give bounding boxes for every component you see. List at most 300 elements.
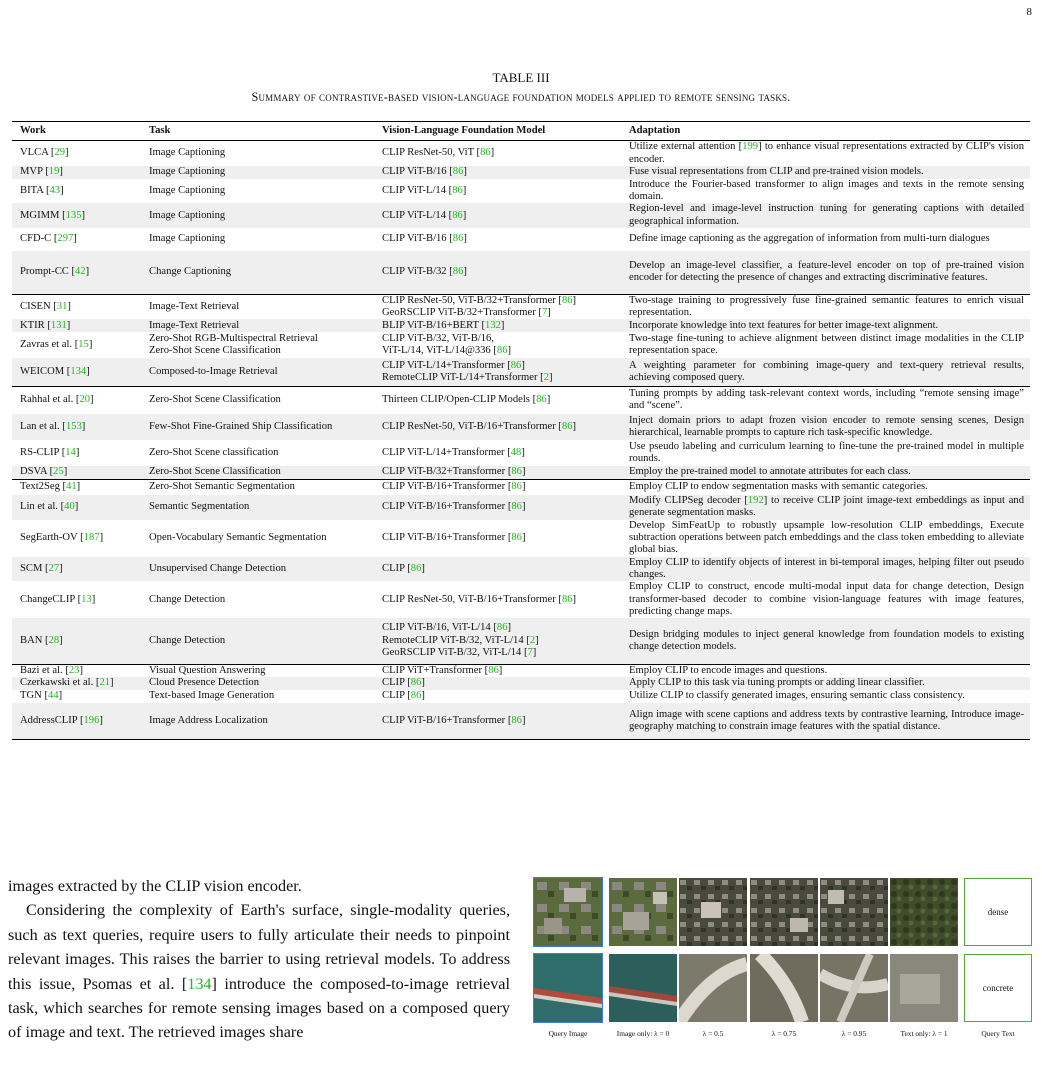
model-line: CLIP ResNet-50, ViT-B/32+Transformer [86] bbox=[382, 294, 577, 306]
task-name: Cloud Presence Detection bbox=[149, 677, 260, 689]
model-line: CLIP ViT-L/14+Transformer [86] bbox=[382, 359, 525, 371]
model-name: GeoRSCLIP ViT-B/32, ViT-L/14 bbox=[382, 647, 524, 659]
cell-task bbox=[141, 664, 374, 677]
cell-task bbox=[141, 332, 374, 358]
cell-model bbox=[374, 251, 621, 294]
citation-link[interactable]: 15 bbox=[78, 339, 89, 351]
cell-task bbox=[141, 414, 374, 440]
table-row bbox=[12, 618, 1030, 664]
cell-model bbox=[374, 141, 621, 166]
cell-task bbox=[141, 690, 374, 703]
cell-model bbox=[374, 179, 621, 204]
cell-model bbox=[374, 332, 621, 358]
task-name: Image-Text Retrieval bbox=[149, 300, 240, 312]
model-name: CLIP ViT-L/14+Transformer bbox=[382, 359, 508, 371]
cell-work: KTIR [131] bbox=[12, 319, 141, 332]
work-name: SCM bbox=[20, 562, 43, 574]
citation-link[interactable]: 134 bbox=[187, 974, 212, 993]
citation-link[interactable]: 48 bbox=[510, 447, 522, 459]
work-name: SegEarth-OV bbox=[20, 532, 78, 544]
query-image-thumbnail bbox=[534, 954, 602, 1022]
cell-adaptation bbox=[621, 332, 1030, 358]
header-model: Vision-Language Foundation Model bbox=[374, 122, 621, 141]
model-line: CLIP ViT-L/14+Transformer [48] bbox=[382, 447, 525, 459]
adaptation-text: Design bridging modules to inject general knowledge from foundation models to existing change detection models. bbox=[629, 628, 1024, 652]
cell-task bbox=[141, 703, 374, 739]
task-name: Zero-Shot Scene Classification bbox=[149, 394, 281, 406]
adaptation-text: A weighting parameter for combining image-query and text-query retrieval results, achieving composed query. bbox=[629, 359, 1024, 383]
cell-task bbox=[141, 495, 374, 520]
model-name: CLIP ViT-B/32, ViT-B/16, ViT-L/14, ViT-L/14@336 bbox=[382, 332, 494, 357]
table-row bbox=[12, 228, 1030, 251]
citation-link[interactable]: 86 bbox=[480, 147, 491, 159]
adaptation-text: Utilize external attention bbox=[629, 141, 739, 153]
table-row bbox=[12, 294, 1030, 319]
task-name: Image Address Localization bbox=[149, 714, 268, 726]
model-name: Thirteen CLIP/Open-CLIP Models bbox=[382, 394, 530, 406]
citation-link[interactable]: 2 bbox=[543, 371, 549, 383]
citation-link[interactable]: 134 bbox=[70, 365, 87, 377]
cell-work: Prompt-CC [42] bbox=[12, 251, 141, 294]
citation-link[interactable]: 19 bbox=[48, 166, 60, 178]
adaptation-text: Tuning prompts by adding task-relevant context words, including “remote sensing image” and “scene”. bbox=[629, 388, 1024, 412]
aerial-image bbox=[750, 878, 818, 946]
citation-link[interactable]: 29 bbox=[54, 147, 66, 159]
citation-link[interactable]: 192 bbox=[747, 495, 764, 507]
work-name: MGIMM bbox=[20, 209, 60, 221]
model-line: GeoRSCLIP ViT-B/32, ViT-L/14 [7] bbox=[382, 647, 537, 659]
model-line: CLIP [86] bbox=[382, 562, 425, 574]
adaptation-text: Fuse visual representations from CLIP and pre-trained vision models. bbox=[629, 166, 924, 178]
citation-link[interactable]: 20 bbox=[79, 394, 91, 406]
cell-adaptation bbox=[621, 581, 1030, 618]
citation-link[interactable]: 27 bbox=[48, 562, 60, 574]
cell-work: CFD-C [297] bbox=[20, 233, 77, 245]
table-header-row bbox=[12, 122, 1030, 141]
adaptation-text: Incorporate knowledge into text features for better image-text alignment. bbox=[629, 319, 939, 331]
cell-model bbox=[374, 664, 621, 677]
cell-adaptation bbox=[621, 228, 1030, 251]
aerial-image bbox=[750, 954, 818, 1022]
figure-label: λ = 0.95 bbox=[841, 1029, 867, 1038]
task-name: Image-Text Retrieval bbox=[149, 319, 240, 331]
cell-task bbox=[141, 294, 374, 319]
cell-work: SCM [27] bbox=[12, 557, 141, 582]
table-caption: Summary of contrastive-based vision-language foundation models applied to remote sensing tasks. bbox=[251, 90, 791, 104]
citation-link[interactable]: 14 bbox=[65, 447, 76, 459]
model-line: CLIP ViT-B/16+Transformer [86] bbox=[382, 481, 526, 493]
table-body bbox=[12, 141, 1030, 739]
adaptation-text: Apply CLIP to this task via tuning prompts or adding linear classifier. bbox=[629, 677, 925, 689]
work-name: DSVA bbox=[20, 466, 47, 478]
adaptation-text: Utilize CLIP to classify generated images, ensuring semantic class consistency. bbox=[629, 690, 965, 702]
model-line: CLIP ViT-B/16+Transformer [86] bbox=[382, 532, 526, 544]
cell-task bbox=[141, 203, 374, 228]
model-name: CLIP ResNet-50, ViT-B/32+Transformer bbox=[382, 294, 559, 306]
adaptation-text: Two-stage training to progressively fuse fine-grained semantic features to enrich visual representation. bbox=[629, 294, 1024, 318]
citation-link[interactable]: 86 bbox=[511, 714, 522, 726]
task-name: Composed-to-Image Retrieval bbox=[149, 365, 278, 377]
adaptation-text: Define image captioning as the aggregation of information from multi-turn dialogues bbox=[629, 233, 990, 245]
work-name: MVP bbox=[20, 166, 43, 178]
cell-model bbox=[374, 690, 621, 703]
cell-adaptation bbox=[621, 166, 1030, 179]
body-paragraph: images extracted by the CLIP vision encoder. bbox=[8, 877, 302, 895]
figure-label: Query Text bbox=[981, 1029, 1015, 1038]
task-name: Visual Question Answering bbox=[149, 664, 266, 676]
result-image-thumbnail bbox=[890, 878, 958, 946]
cell-task bbox=[141, 141, 374, 166]
cell-adaptation bbox=[621, 203, 1030, 228]
table-row bbox=[12, 440, 1030, 466]
model-line: RemoteCLIP ViT-B/32, ViT-L/14 [2] bbox=[382, 634, 539, 646]
model-line: CLIP ViT+Transformer [86] bbox=[382, 664, 503, 676]
adaptation-text: Region-level and image-level instruction tuning for generating captions with detailed geographical information. bbox=[629, 203, 1024, 227]
citation-link[interactable]: 2 bbox=[529, 634, 536, 646]
table-row bbox=[12, 251, 1030, 294]
query-image-thumbnail bbox=[534, 878, 602, 946]
table-row bbox=[12, 414, 1030, 440]
cell-model bbox=[374, 228, 621, 251]
body-text-run: Considering the complexity of Earth's surface, single-modality queries, such as text queries, require users to fully articulate their needs to pinpoint relevant images. This raises the barrier to using retrieval models. To address this issue, Psomas et al. [ bbox=[8, 901, 510, 993]
cell-model bbox=[374, 440, 621, 466]
task-name: Text-based Image Generation bbox=[149, 690, 275, 702]
cell-adaptation bbox=[621, 251, 1030, 294]
aerial-image bbox=[609, 954, 677, 1022]
citation-link[interactable]: 86 bbox=[452, 233, 464, 245]
model-name: CLIP ViT-L/14 bbox=[382, 209, 447, 221]
model-line: CLIP ViT-B/16+Transformer [86] bbox=[382, 714, 526, 726]
figure-label: Text only: λ = 1 bbox=[900, 1029, 948, 1038]
citation-link[interactable]: 25 bbox=[53, 466, 64, 478]
cell-model bbox=[374, 319, 621, 332]
query-text-box: concrete bbox=[964, 954, 1032, 1022]
citation-link[interactable]: 86 bbox=[410, 677, 422, 689]
model-name: CLIP bbox=[382, 677, 405, 689]
figure-label: Image only: λ = 0 bbox=[616, 1029, 670, 1038]
model-line: CLIP ViT-B/16+Transformer [86] bbox=[382, 501, 526, 513]
citation-link[interactable]: 187 bbox=[83, 532, 100, 544]
citation-link[interactable]: 135 bbox=[65, 209, 82, 221]
citation-link[interactable]: 132 bbox=[485, 319, 501, 331]
table-row bbox=[12, 166, 1030, 179]
table-row bbox=[12, 677, 1030, 690]
model-line: CLIP ViT-L/14 [86] bbox=[382, 185, 467, 197]
cell-work: ChangeCLIP [13] bbox=[20, 593, 96, 605]
work-name: Lin et al. bbox=[20, 501, 58, 513]
cell-task bbox=[141, 479, 374, 495]
model-line: CLIP ResNet-50, ViT-B/16+Transformer [86] bbox=[382, 421, 577, 433]
citation-link[interactable]: 153 bbox=[65, 421, 82, 433]
cell-adaptation bbox=[621, 179, 1030, 204]
model-name: CLIP ViT-B/32 bbox=[382, 266, 447, 278]
cell-task bbox=[141, 179, 374, 204]
work-name: CFD-C bbox=[20, 233, 52, 245]
citation-link[interactable]: 86 bbox=[561, 421, 573, 433]
table-title: TABLE III bbox=[492, 70, 550, 85]
model-name: RemoteCLIP ViT-B/32, ViT-L/14 bbox=[382, 634, 527, 646]
model-name: CLIP bbox=[382, 562, 405, 574]
citation-link[interactable]: 131 bbox=[50, 319, 67, 331]
task-name: Zero-Shot Scene classification bbox=[149, 447, 279, 459]
task-name: Image Captioning bbox=[149, 209, 226, 221]
cell-work: Text2Seg [41] bbox=[12, 479, 141, 495]
task-name: Image Captioning bbox=[149, 147, 226, 159]
cell-model bbox=[374, 386, 621, 414]
cell-adaptation bbox=[621, 690, 1030, 703]
model-name: CLIP ViT-L/14+Transformer bbox=[382, 447, 505, 459]
model-line: CLIP ViT-B/32, ViT-B/16, ViT-L/14, ViT-L/14@336 [86] bbox=[382, 332, 512, 357]
model-line: CLIP [86] bbox=[382, 690, 425, 702]
citation-link[interactable]: 297 bbox=[57, 233, 74, 245]
cell-task bbox=[141, 618, 374, 664]
cell-adaptation bbox=[621, 557, 1030, 582]
result-image-thumbnail bbox=[820, 954, 888, 1022]
cell-model bbox=[374, 581, 621, 618]
citation-link[interactable]: 199 bbox=[742, 141, 759, 153]
citation-link[interactable]: 86 bbox=[510, 359, 522, 371]
model-line: CLIP ViT-B/16 [86] bbox=[382, 233, 467, 245]
cell-adaptation bbox=[621, 294, 1030, 319]
aerial-image bbox=[820, 878, 888, 946]
cell-work: SegEarth-OV [187] bbox=[20, 532, 104, 544]
cell-adaptation bbox=[621, 386, 1030, 414]
table-row bbox=[12, 386, 1030, 414]
model-name: CLIP ViT-B/32+Transformer bbox=[382, 466, 506, 478]
citation-link[interactable]: 44 bbox=[47, 690, 59, 702]
table-row bbox=[12, 664, 1030, 677]
model-name: CLIP ViT-L/14 bbox=[382, 185, 447, 197]
cell-work: Bazi et al. [23] bbox=[12, 664, 141, 677]
cell-work: CISEN [31] bbox=[12, 294, 141, 319]
work-name: VLCA bbox=[20, 147, 49, 159]
model-name: CLIP ResNet-50, ViT-B/16+Transformer bbox=[382, 593, 556, 605]
citation-link[interactable]: 43 bbox=[49, 185, 61, 197]
citation-link[interactable]: 13 bbox=[81, 593, 92, 605]
citation-link[interactable]: 86 bbox=[496, 345, 508, 357]
work-name: Prompt-CC bbox=[20, 266, 69, 278]
adaptation-text: Two-stage fine-tuning to achieve alignment between distinct image modalities in the CLIP representation space. bbox=[629, 332, 1024, 357]
cell-task bbox=[141, 251, 374, 294]
cell-work: DSVA [25] bbox=[12, 466, 141, 479]
cell-adaptation bbox=[621, 479, 1030, 495]
model-name: CLIP ViT-B/16+Transformer bbox=[382, 481, 506, 493]
citation-link[interactable]: 42 bbox=[75, 266, 86, 278]
citation-link[interactable]: 86 bbox=[452, 209, 463, 221]
work-name: AddressCLIP bbox=[20, 714, 78, 726]
adaptation-text: Employ CLIP to encode images and questions. bbox=[629, 664, 828, 676]
cell-adaptation: Modify CLIPSeg decoder [192] to receive CLIP joint image-text embeddings as input and generate segmentation masks. bbox=[621, 495, 1030, 520]
citation-link[interactable]: 196 bbox=[83, 714, 100, 726]
cell-task bbox=[141, 166, 374, 179]
result-image-thumbnail bbox=[679, 878, 747, 946]
citation-link[interactable]: 86 bbox=[561, 593, 573, 605]
cell-adaptation: Utilize external attention [199] to enhance visual representations extracted by CLIP's vision encoder. bbox=[629, 141, 1024, 165]
citation-link[interactable]: 86 bbox=[511, 532, 522, 544]
model-line: CLIP ViT-B/32 [86] bbox=[382, 266, 467, 278]
cell-adaptation bbox=[621, 618, 1030, 664]
aerial-image bbox=[890, 878, 958, 946]
cell-work: Rahhal et al. [20] bbox=[12, 386, 141, 414]
citation-link[interactable]: 86 bbox=[511, 481, 522, 493]
cell-task bbox=[141, 557, 374, 582]
aerial-image bbox=[679, 878, 747, 946]
table-row bbox=[12, 332, 1030, 358]
model-name: CLIP ResNet-50, ViT bbox=[382, 147, 474, 159]
cell-adaptation bbox=[621, 466, 1030, 479]
table-row bbox=[12, 581, 1030, 618]
work-name: ChangeCLIP bbox=[20, 593, 75, 605]
citation-link[interactable]: 86 bbox=[511, 466, 522, 478]
adaptation-text: Employ CLIP to construct, encode multi-modal input data for change detection, Design transformer-based decoder to combine vision-language features with image features, predicting change maps. bbox=[629, 581, 1024, 617]
cell-work: Zavras et al. [15] bbox=[20, 339, 93, 351]
table-row bbox=[12, 358, 1030, 386]
model-name: CLIP ViT-B/16+Transformer bbox=[382, 501, 506, 513]
aerial-image bbox=[534, 954, 602, 1022]
body-paragraph bbox=[8, 898, 510, 1044]
model-name: CLIP ViT+Transformer bbox=[382, 664, 482, 676]
citation-link[interactable]: 28 bbox=[48, 634, 60, 646]
work-name: WEICOM bbox=[20, 365, 65, 377]
model-line: CLIP [86] bbox=[382, 677, 425, 689]
page-number: 8 bbox=[1026, 6, 1032, 18]
cell-model bbox=[374, 479, 621, 495]
model-line: RemoteCLIP ViT-L/14+Transformer [2] bbox=[382, 371, 553, 383]
work-name: Bazi et al. bbox=[20, 664, 63, 676]
model-name: CLIP ViT-B/16 bbox=[382, 166, 447, 178]
work-name: Zavras et al. bbox=[20, 339, 73, 351]
cell-work: BITA [43] bbox=[20, 185, 64, 197]
citation-link[interactable]: 7 bbox=[541, 306, 548, 318]
adaptation-text: Develop SimFeatUp to robustly upsample low-resolution CLIP embeddings, Execute subtraction operations between patch embeddings and the class token embedding to alleviate global bias. bbox=[629, 519, 1024, 556]
citation-link[interactable]: 23 bbox=[68, 664, 80, 676]
result-image-thumbnail bbox=[890, 954, 958, 1022]
cell-model bbox=[374, 294, 621, 319]
citation-link[interactable]: 31 bbox=[56, 300, 68, 312]
cell-work: RS-CLIP [14] bbox=[20, 447, 80, 459]
task-name: Zero-Shot Scene Classification bbox=[149, 466, 281, 478]
adaptation-text: Employ CLIP to identify objects of interest in bi-temporal images, helping filter out pseudo changes. bbox=[629, 556, 1024, 580]
model-name: GeoRSCLIP ViT-B/32+Transformer bbox=[382, 306, 539, 318]
adaptation-text: Develop an image-level classifier, a feature-level encoder on top of pre-trained vision encoder for detecting the presence of changes and extracting discriminative features. bbox=[629, 260, 1024, 284]
body-text-run: ] introduce the composed-to-image retrieval task, which searches for remote sensing images based on a composed query of image and text. The retrieved images share bbox=[8, 974, 510, 1042]
citation-link[interactable]: 86 bbox=[452, 166, 464, 178]
result-image-thumbnail bbox=[820, 878, 888, 946]
task-name: Image Captioning bbox=[149, 233, 226, 245]
model-name: CLIP ViT-B/16 bbox=[382, 233, 447, 245]
citation-link[interactable]: 86 bbox=[452, 266, 464, 278]
cell-adaptation bbox=[621, 440, 1030, 466]
task-name: Change Detection bbox=[149, 593, 226, 605]
cell-model bbox=[374, 557, 621, 582]
table-row bbox=[12, 479, 1030, 495]
task-name: Zero-Shot Semantic Segmentation bbox=[149, 481, 295, 493]
table-row bbox=[12, 179, 1030, 204]
work-name: RS-CLIP bbox=[20, 447, 60, 459]
query-text-box: dense bbox=[964, 878, 1032, 946]
citation-link[interactable]: 86 bbox=[536, 394, 547, 406]
cell-work: WEICOM [134] bbox=[12, 358, 141, 386]
result-image-thumbnail bbox=[609, 954, 677, 1022]
aerial-image bbox=[534, 878, 602, 946]
cell-work: MGIMM [135] bbox=[12, 203, 141, 228]
result-image-thumbnail bbox=[750, 954, 818, 1022]
model-line: CLIP ViT-B/16 [86] bbox=[382, 166, 467, 178]
cell-task bbox=[141, 386, 374, 414]
work-name: BITA bbox=[20, 185, 44, 197]
citation-link[interactable]: 86 bbox=[488, 664, 499, 676]
citation-link[interactable]: 21 bbox=[99, 677, 111, 689]
work-name: TGN bbox=[20, 690, 42, 702]
result-image-thumbnail bbox=[750, 878, 818, 946]
cell-adaptation bbox=[621, 677, 1030, 690]
summary-table bbox=[12, 121, 1030, 740]
cell-task bbox=[141, 440, 374, 466]
figure-label: λ = 0.75 bbox=[771, 1029, 797, 1038]
table-row bbox=[12, 520, 1030, 557]
cell-work: BAN [28] bbox=[12, 618, 141, 664]
cell-work: MVP [19] bbox=[12, 166, 141, 179]
citation-link[interactable]: 7 bbox=[527, 647, 533, 659]
adaptation-text: Align image with scene captions and address texts by contrastive learning, Introduce image-geography matching to constrain image features with the spatial distance. bbox=[629, 708, 1024, 732]
work-name: CISEN bbox=[20, 300, 51, 312]
model-line: CLIP ResNet-50, ViT-B/16+Transformer [86] bbox=[382, 593, 577, 605]
model-line: BLIP ViT-B/16+BERT [132] bbox=[382, 319, 505, 331]
cell-model bbox=[374, 618, 621, 664]
task-name: Zero-Shot RGB-Multispectral Retrieval Zero-Shot Scene Classification bbox=[149, 332, 318, 357]
aerial-image bbox=[609, 878, 677, 946]
citation-link[interactable]: 86 bbox=[410, 690, 422, 702]
task-name: Change Detection bbox=[149, 634, 226, 646]
cell-adaptation bbox=[621, 664, 1030, 677]
cell-task bbox=[141, 358, 374, 386]
table-row bbox=[12, 203, 1030, 228]
citation-link[interactable]: 41 bbox=[66, 481, 77, 493]
citation-link[interactable]: 86 bbox=[410, 562, 422, 574]
cell-task bbox=[141, 677, 374, 690]
citation-link[interactable]: 40 bbox=[64, 501, 75, 513]
citation-link[interactable]: 86 bbox=[452, 185, 463, 197]
cell-work: Lan et al. [153] bbox=[12, 414, 141, 440]
citation-link[interactable]: 86 bbox=[561, 294, 573, 306]
model-name: CLIP ViT-B/16+Transformer bbox=[382, 532, 506, 544]
task-name: Unsupervised Change Detection bbox=[149, 562, 287, 574]
model-name: BLIP ViT-B/16+BERT bbox=[382, 319, 479, 331]
cell-work: AddressCLIP [196] bbox=[12, 703, 141, 739]
aerial-image bbox=[820, 954, 888, 1022]
adaptation-text: Use pseudo labeling and curriculum learning to fine-tune the pre-trained model in multiple rounds. bbox=[629, 440, 1024, 465]
citation-link[interactable]: 86 bbox=[496, 622, 508, 634]
cell-task bbox=[141, 466, 374, 479]
model-name: CLIP bbox=[382, 690, 405, 702]
cell-work: VLCA [29] bbox=[20, 147, 69, 159]
table-row bbox=[12, 557, 1030, 582]
result-image-thumbnail bbox=[609, 878, 677, 946]
task-name: Change Captioning bbox=[149, 266, 232, 278]
citation-link[interactable]: 86 bbox=[511, 501, 522, 513]
cell-model bbox=[374, 703, 621, 739]
cell-adaptation bbox=[621, 414, 1030, 440]
table-row bbox=[12, 703, 1030, 739]
cell-adaptation bbox=[621, 319, 1030, 332]
model-line: Thirteen CLIP/Open-CLIP Models [86] bbox=[382, 394, 551, 406]
cell-model bbox=[374, 166, 621, 179]
table-row bbox=[12, 495, 1030, 520]
task-name: Image Captioning bbox=[149, 185, 226, 197]
model-line: CLIP ResNet-50, ViT [86] bbox=[382, 147, 495, 159]
model-line: CLIP ViT-L/14 [86] bbox=[382, 209, 467, 221]
cell-work: TGN [44] bbox=[20, 690, 63, 702]
